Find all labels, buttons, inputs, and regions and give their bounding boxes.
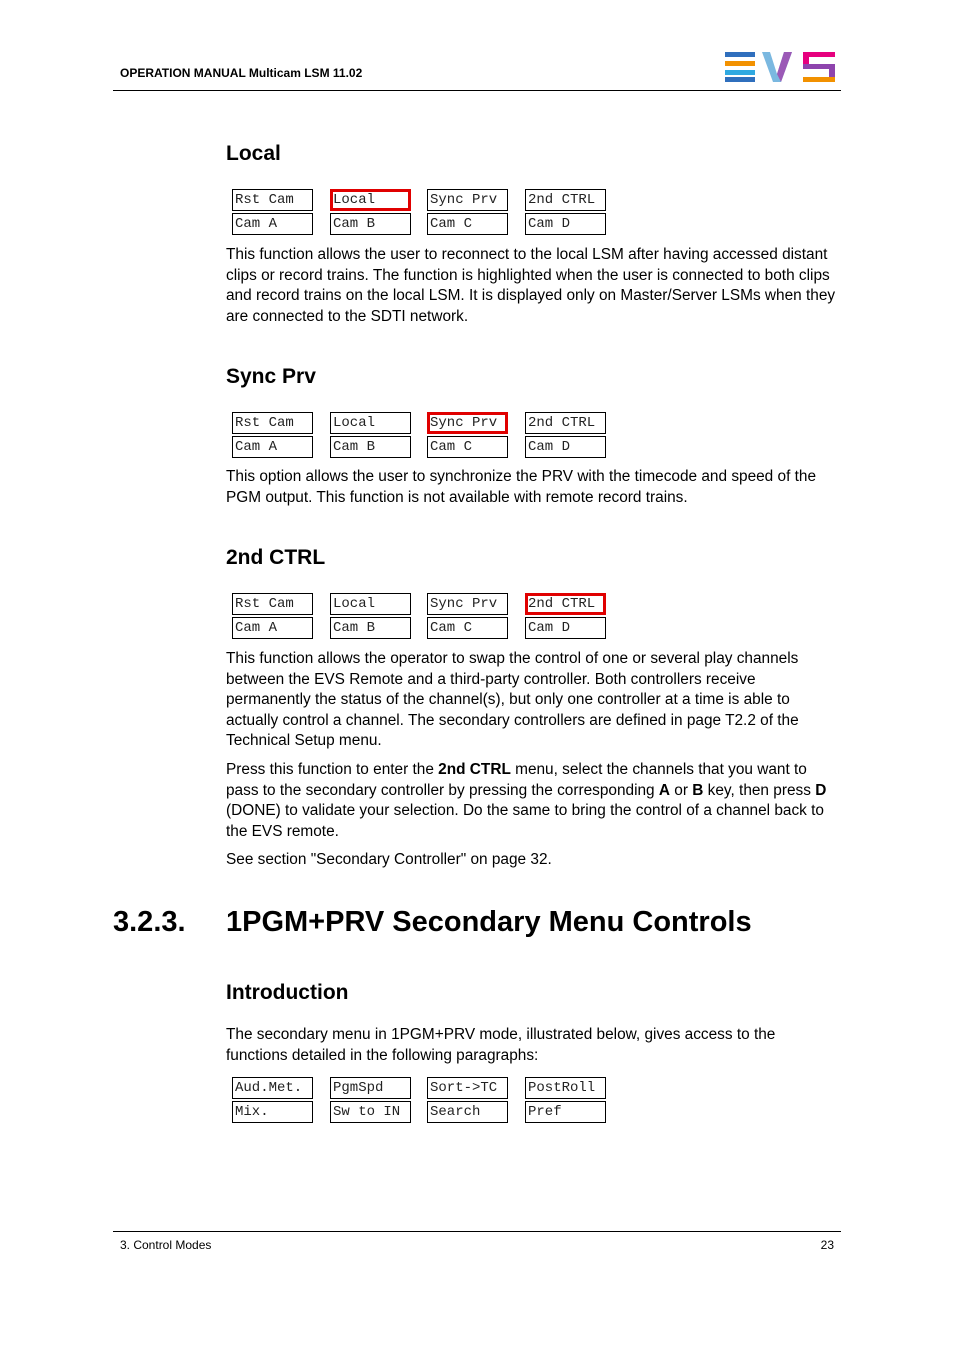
menu-key-bottom: Cam D	[525, 436, 606, 458]
page-number: 23	[820, 1238, 834, 1252]
menu-key-top-highlighted: Local	[330, 189, 411, 211]
section-heading-sync-prv: Sync Prv	[226, 365, 316, 388]
2nd-ctrl-instructions	[226, 760, 840, 842]
menu-key-2	[330, 1077, 411, 1123]
menu-key-bottom: Cam C	[427, 436, 508, 458]
bold-run: A	[658, 781, 671, 799]
menu-key-bottom: Pref	[525, 1101, 606, 1123]
menu-key-bottom: Cam B	[330, 617, 411, 639]
menu-key-3	[427, 412, 508, 458]
menu-key-bottom: Sw to IN	[330, 1101, 411, 1123]
menu-key-1	[232, 593, 313, 639]
bold-run: B	[692, 781, 704, 799]
menu-key-2	[330, 189, 411, 235]
menu-key-top: Rst Cam	[232, 189, 313, 211]
menu-key-top: Sync Prv	[427, 593, 508, 615]
text-run: Press this function to enter the	[226, 761, 439, 778]
see-section-reference[interactable]: See section "Secondary Controller" on page 32.	[226, 851, 552, 868]
menu-key-top: 2nd CTRL	[525, 189, 606, 211]
footer-chapter: 3. Control Modes	[120, 1238, 212, 1252]
menu-key-4	[525, 189, 606, 235]
menu-key-top: PgmSpd	[330, 1077, 411, 1099]
menu-key-top: Sort->TC	[427, 1077, 508, 1099]
menu-key-bottom: Cam A	[232, 213, 313, 235]
text-run: key, then press	[703, 781, 816, 799]
menu-key-top-highlighted: 2nd CTRL	[525, 593, 606, 615]
menu-key-bottom: Cam D	[525, 617, 606, 639]
menu-key-top: Sync Prv	[427, 189, 508, 211]
menu-sync-prv	[232, 412, 608, 460]
text-run: (DONE) to validate your selection. Do the same to bring the control of a channel back to the EVS remote.	[226, 802, 824, 840]
bold-run: D	[815, 781, 827, 799]
menu-local	[232, 189, 608, 237]
menu-key-3	[427, 1077, 508, 1123]
menu-key-bottom: Mix.	[232, 1101, 313, 1123]
introduction-description: The secondary menu in 1PGM+PRV mode, illustrated below, gives access to the functions detailed in the following paragraphs:	[226, 1026, 776, 1064]
menu-key-bottom: Cam D	[525, 213, 606, 235]
text-run: or	[670, 781, 693, 799]
section-heading-2nd-ctrl: 2nd CTRL	[226, 546, 326, 569]
evs-logo	[725, 52, 835, 82]
2nd-ctrl-description: This function allows the operator to swap the control of one or several play channels between the EVS Remote and a third-party controller. Both controllers receive permanently the status of the channel(s), but only one controller at a time is able to actually control a channel. The secondary controllers are defined in page T2.2 of the Technical Setup menu.	[226, 650, 799, 749]
menu-key-4	[525, 1077, 606, 1123]
menu-key-top: Local	[330, 593, 411, 615]
menu-key-top: Rst Cam	[232, 593, 313, 615]
header-title: OPERATION MANUAL Multicam LSM 11.02	[120, 66, 363, 80]
footer-rule	[113, 1231, 841, 1232]
menu-key-bottom: Cam B	[330, 436, 411, 458]
menu-key-3	[427, 593, 508, 639]
menu-key-1	[232, 1077, 313, 1123]
menu-key-4	[525, 412, 606, 458]
chapter-number: 3.2.3.	[113, 906, 186, 938]
sync-prv-description: This option allows the user to synchronize the PRV with the timecode and speed of the PGM output. This function is not available with remote record trains.	[226, 468, 817, 506]
local-description: This function allows the user to reconnect to the local LSM after having accessed distant clips or record trains. The function is highlighted when the user is connected to both clips and record trains on the local LSM. It is displayed only on Master/Server LSMs when they are connected to the SDTI network.	[226, 246, 836, 325]
menu-1pgm-prv-secondary	[232, 1077, 608, 1125]
section-heading-local: Local	[226, 142, 281, 165]
menu-key-bottom: Cam A	[232, 436, 313, 458]
menu-key-bottom: Cam A	[232, 617, 313, 639]
section-heading-introduction: Introduction	[226, 981, 349, 1004]
menu-key-top: Rst Cam	[232, 412, 313, 434]
menu-key-4	[525, 593, 606, 639]
text-run: menu, select the channels that you want to pass to the secondary controller by pressing the corresponding	[226, 761, 807, 799]
menu-key-bottom: Cam B	[330, 213, 411, 235]
menu-key-bottom: Search	[427, 1101, 508, 1123]
menu-key-2	[330, 593, 411, 639]
menu-key-top: PostRoll	[525, 1077, 606, 1099]
chapter-title: 1PGM+PRV Secondary Menu Controls	[226, 906, 752, 938]
header-rule	[113, 90, 841, 91]
menu-key-top: Local	[330, 412, 411, 434]
menu-key-top-highlighted: Sync Prv	[427, 412, 508, 434]
menu-key-top: Aud.Met.	[232, 1077, 313, 1099]
menu-key-top: 2nd CTRL	[525, 412, 606, 434]
menu-2nd-ctrl	[232, 593, 608, 641]
menu-key-2	[330, 412, 411, 458]
bold-run: 2nd CTRL	[438, 761, 511, 778]
menu-key-bottom: Cam C	[427, 617, 508, 639]
menu-key-bottom: Cam C	[427, 213, 508, 235]
menu-key-3	[427, 189, 508, 235]
menu-key-1	[232, 189, 313, 235]
menu-key-1	[232, 412, 313, 458]
